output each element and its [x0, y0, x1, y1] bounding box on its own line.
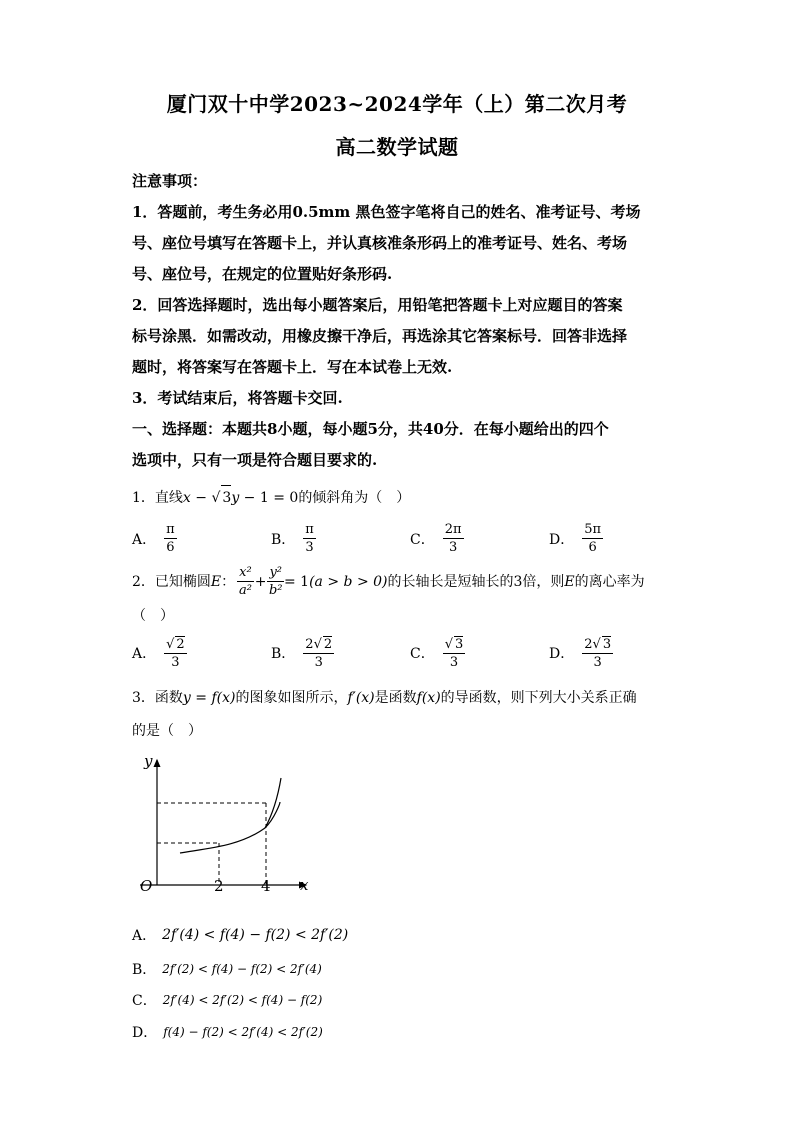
q2-option-b[interactable]: B． $\frac{2√ 2}{3}$	[271, 637, 333, 670]
notice-item-2	[132, 290, 662, 383]
section-line: 选项中，只有一项是符合题目要求的.	[132, 451, 378, 469]
notice-line: 号、座位号填写在答题卡上，并认真核准条形码上的准考证号、姓名、考场	[132, 234, 628, 252]
q2-option-a[interactable]: A． $\frac{√ 2}{3}$	[132, 637, 185, 670]
q1-equation: x − √ 3y − 1 = 0	[183, 490, 298, 506]
question-3: 3．函数y = f(x)的图象如图所示，f′(x)是函数f(x)的导函数，则下列大小关系正确	[132, 690, 637, 706]
q1-option-d[interactable]: D． $\frac{5\pi}{6}$	[549, 522, 602, 555]
origin-label: O	[140, 877, 153, 895]
exam-subtitle: 高二数学试题	[335, 135, 459, 159]
tick-label-4: 4	[261, 877, 271, 895]
notice-line: 1．答题前，考生务必用0.5mm 黑色签字笔将自己的姓名、准考证号、考场	[132, 203, 641, 221]
q2-option-c[interactable]: C． $\frac{√ 3}{3}$	[410, 637, 464, 670]
exam-title: 厦门双十中学2023~2024学年（上）第二次月考	[166, 92, 628, 116]
q2-paren: （ ）	[132, 608, 174, 624]
q3-option-b[interactable]: B． 2f′(2) < f(4) − f(2) < 2f′(4)	[132, 962, 322, 978]
q1-option-b[interactable]: B． $\frac{\pi}{3}$	[271, 522, 314, 555]
y-axis-label: y	[144, 752, 153, 770]
x-axis-label: x	[300, 876, 309, 894]
question-2: 2．已知椭圆 E ： $\frac{\text{x²}}{\text{a²}}$ + $\frac{\text{y²}}{\text{b²}}$ = 1 (a > b > 0) 的长轴长是短轴长的3倍，则 E 的离心率为	[132, 565, 645, 598]
section-heading	[132, 414, 662, 476]
notice-line: 标号涂黑．如需改动，用橡皮擦干净后，再选涂其它答案标号．回答非选择	[132, 327, 628, 345]
q3-option-c[interactable]: C． 2f′(4) < 2f′(2) < f(4) − f(2)	[132, 993, 323, 1009]
tick-label-2: 2	[214, 877, 224, 895]
notice-line: 号、座位号，在规定的位置贴好条形码.	[132, 265, 393, 283]
q2-option-d[interactable]: D． $\frac{2√ 3}{3}$	[549, 637, 612, 670]
section-line: 一、选择题：本题共8小题，每小题5分，共40分．在每小题给出的四个	[132, 420, 609, 438]
notice-line: 2．回答选择题时，选出每小题答案后，用铅笔把答题卡上对应题目的答案	[132, 296, 623, 314]
function-graph	[130, 748, 320, 898]
q3-option-a[interactable]: A． 2f′(4) < f(4) − f(2) < 2f′(2)	[132, 927, 349, 944]
question-1: 1．直线x − √ 3y − 1 = 0的倾斜角为（ ）	[132, 485, 672, 510]
notice-heading: 注意事项：	[132, 172, 208, 190]
q1-option-c[interactable]: C． $\frac{2\pi}{3}$	[410, 522, 462, 555]
q3-line2: 的是（ ）	[132, 723, 202, 739]
notice-line: 3．考试结束后，将答题卡交回.	[132, 389, 343, 407]
q1-option-a[interactable]: A． $\frac{\pi}{6}$	[132, 522, 175, 555]
notice-line: 题时，将答案写在答题卡上．写在本试卷上无效.	[132, 358, 453, 376]
notice-item-3	[132, 383, 662, 414]
notice-item-1	[132, 197, 662, 290]
q3-option-d[interactable]: D． f(4) − f(2) < 2f′(4) < 2f′(2)	[132, 1025, 323, 1041]
